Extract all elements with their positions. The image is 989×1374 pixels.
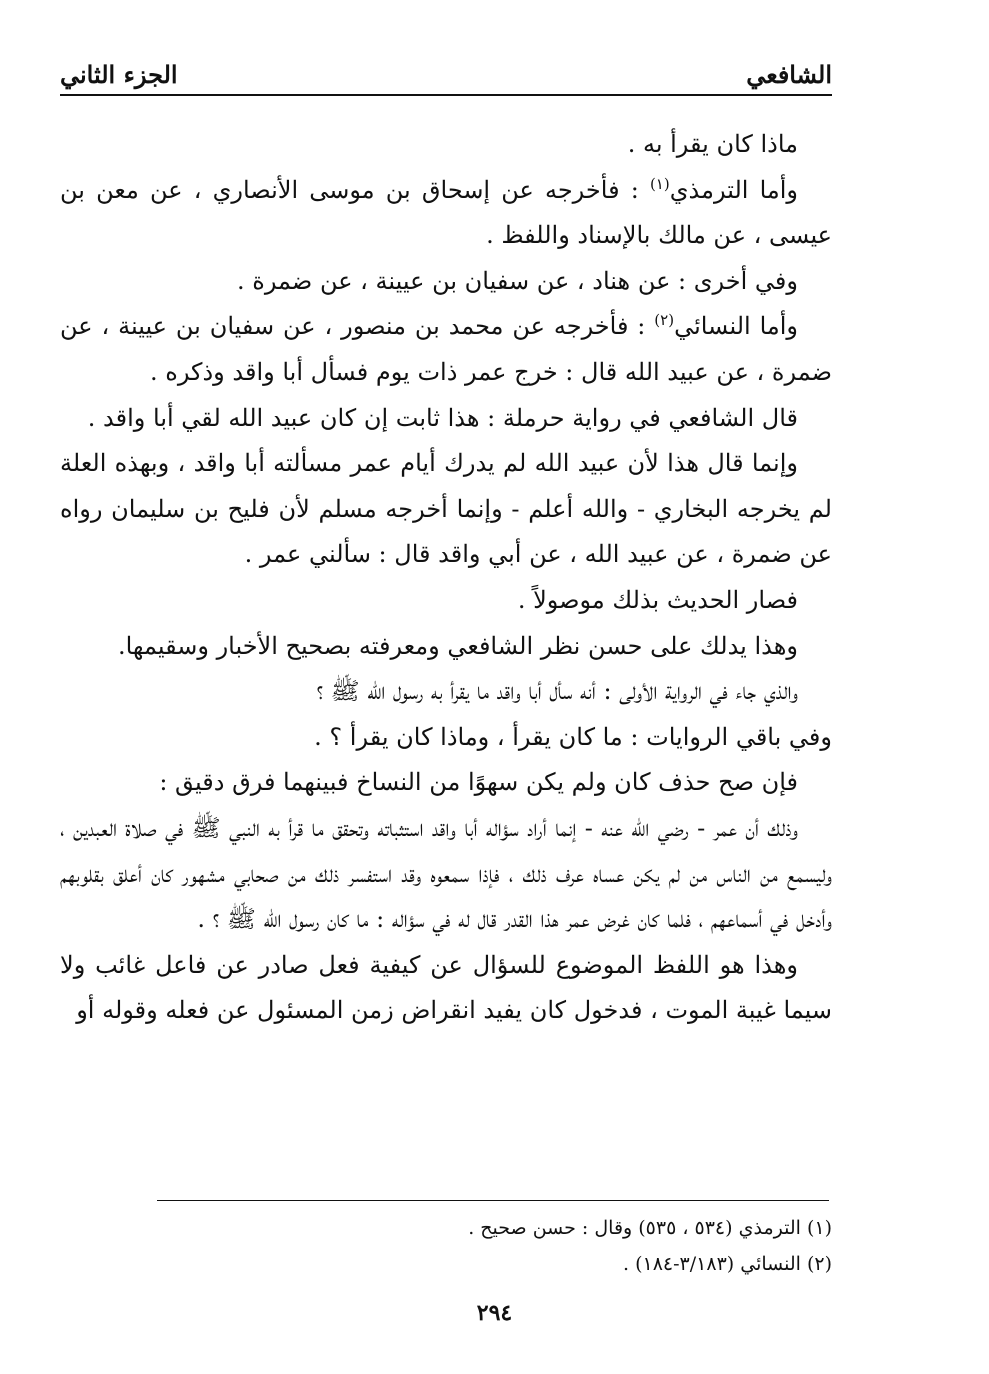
paragraph-text: : فأخرجه عن إسحاق بن موسى الأنصاري ، عن معن بن عيسى ، عن مالك بالإسناد واللفظ . xyxy=(60,175,832,250)
paragraph-text: وإنما قال هذا لأن عبيد الله لم يدرك أيام عمر مسألته أبا واقد ، وبهذه العلة لم يخرجه البخاري - والله أعلم - وإنما أخرجه مسلم لأن فليح بن سليمان رواه عن ضمرة ، عن عبيد الله ، عن أبي واقد قال : سألني عمر . xyxy=(60,449,832,569)
paragraph xyxy=(60,259,832,305)
paragraph-text: فإن صح حذف كان ولم يكن سهوًا من النساخ فبينهما فرق دقيق : xyxy=(159,768,798,797)
footnote-rule xyxy=(157,1200,829,1201)
paragraph-lead: وأما الترمذي xyxy=(669,175,798,204)
paragraph-text: فصار الحديث بذلك موصولاً . xyxy=(517,585,798,614)
footnote: (١) الترمذي (٥٣٤ ، ٥٣٥) وقال : حسن صحيح . xyxy=(468,1217,832,1239)
header-rule xyxy=(60,94,832,96)
footnote-ref[interactable]: (٢) xyxy=(654,311,675,330)
paragraph xyxy=(60,760,832,806)
paragraph-text: وذلك أن عمر - رضي الله عنه - إنما أراد سؤاله أبا واقد استثباته وتحقق ما قرأ به النبي ﷺ في صلاة العبدين ، وليسمع من الناس من لم يكن عساه عرف ذلك ، فإذا سمعوه وقد استفسر ذلك من صحابي مشهور كان أعلق بقلوبهم وأدخل في أسماعهم ، فلما كان غرض عمر هذا القدر قال له في سؤاله : ما كان رسول الله ﷺ ؟ . xyxy=(60,813,832,934)
paragraph-text: وهذا يدلك على حسن نظر الشافعي ومعرفته بصحيح الأخبار وسقيمها. xyxy=(117,631,798,660)
paragraph xyxy=(60,441,832,578)
paragraph xyxy=(60,304,832,395)
footnote-ref[interactable]: (١) xyxy=(649,174,670,193)
paragraph xyxy=(60,624,832,670)
footnote: (٢) النسائي (٣/١٨٣-١٨٤) . xyxy=(623,1253,832,1275)
page-number: ٢٩٤ xyxy=(476,1300,513,1326)
paragraph-lead: وأما النسائي xyxy=(674,312,798,341)
paragraph xyxy=(60,578,832,624)
paragraph xyxy=(60,122,832,168)
running-header xyxy=(60,50,832,90)
paragraph xyxy=(60,806,832,943)
paragraph xyxy=(60,396,832,442)
paragraph xyxy=(60,943,832,1034)
paragraph xyxy=(60,715,832,761)
header-part: الجزء الثاني xyxy=(60,60,178,89)
main-text xyxy=(60,122,832,1034)
paragraph xyxy=(60,168,832,259)
footnotes xyxy=(60,1210,832,1282)
paragraph-text: ماذا كان يقرأ به . xyxy=(627,130,798,158)
paragraph-text: قال الشافعي في رواية حرملة : هذا ثابت إن كان عبيد الله لقي أبا واقد . xyxy=(87,403,798,432)
paragraph-text: وفي أخرى : عن هناد ، عن سفيان بن عيينة ، عن ضمرة . xyxy=(236,266,798,295)
header-title: الشافعي xyxy=(746,60,832,89)
paragraph-text: وهذا هو اللفظ الموضوع للسؤال عن كيفية فعل صادر عن فاعل غائب ولا سيما غيبة الموت ، فدخول كان يفيد انقراض زمن المسئول عن فعله وقوله أو xyxy=(60,950,832,1025)
paragraph-text: : فأخرجه عن محمد بن منصور ، عن سفيان بن عيينة ، عن ضمرة ، عن عبيد الله قال : خرج عمر ذات يوم فسأل أبا واقد وذكره . xyxy=(60,312,832,386)
paragraph-text: وفي باقي الروايات : ما كان يقرأ ، وماذا كان يقرأ ؟ . xyxy=(314,722,832,751)
paragraph xyxy=(60,669,832,715)
paragraph-text: والذي جاء في الرواية الأولى : أنه سأل أبا واقد ما يقرأ به رسول الله ﷺ ؟ xyxy=(316,677,798,706)
